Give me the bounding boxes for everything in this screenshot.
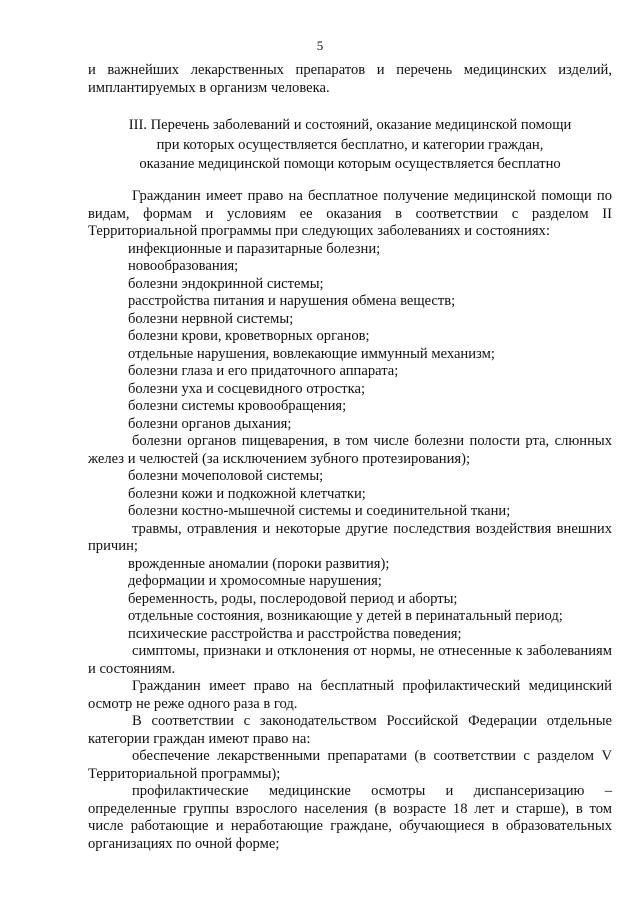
disease-item: болезни глаза и его придаточного аппарата; <box>128 363 399 379</box>
disease-item-digestive: болезни органов пищеварения, в том числе болезни полости рта, слюнных желез и челюстей (за исключением зубного протезирования); <box>88 433 612 467</box>
disease-item: болезни нервной системы; <box>128 310 294 327</box>
disease-item: болезни костно-мышечной системы и соединительной ткани; <box>128 503 511 519</box>
disease-item: психические расстройства и расстройства поведения; <box>128 625 462 642</box>
heading-line-1: III. Перечень заболеваний и состояний, оказание медицинской помощи <box>128 117 572 133</box>
paragraph-categories: В соответствии с законодательством Российской Федерации отдельные категории граждан имеют право на: <box>88 713 612 747</box>
section-heading <box>88 116 612 175</box>
disease-item-symptoms: симптомы, признаки и отклонения от нормы, не отнесенные к заболеваниям и состояниям. <box>88 643 612 677</box>
heading-line-3: оказание медицинской помощи которым осуществляется бесплатно <box>139 156 561 172</box>
disease-item: болезни органов дыхания; <box>128 415 292 432</box>
disease-item: новообразования; <box>128 258 239 274</box>
page-number: 5 <box>316 38 324 53</box>
disease-item: беременность, роды, послеродовой период и аборты; <box>128 590 458 607</box>
disease-item: болезни эндокринной системы; <box>128 275 324 292</box>
intro-line-1: и важнейших лекарственных препаратов и перечень медицинских изделий, <box>88 62 612 78</box>
disease-item: болезни мочеполовой системы; <box>128 468 324 484</box>
intro-continuation <box>88 62 612 97</box>
heading-line-2: при которых осуществляется бесплатно, и категории граждан, <box>156 136 544 153</box>
disease-item: болезни системы кровообращения; <box>128 398 347 414</box>
disease-item: болезни крови, кроветворных органов; <box>128 328 370 344</box>
disease-item: инфекционные и паразитарные болезни; <box>128 240 381 257</box>
body-text <box>88 188 612 853</box>
disease-item: болезни уха и сосцевидного отростка; <box>128 380 366 397</box>
disease-item: отдельные нарушения, вовлекающие иммунный механизм; <box>128 345 495 362</box>
intro-line-2: имплантируемых в организм человека. <box>88 79 330 96</box>
disease-item: врожденные аномалии (пороки развития); <box>128 555 390 572</box>
disease-item: деформации и хромосомные нарушения; <box>128 573 382 589</box>
disease-item-trauma: травмы, отравления и некоторые другие последствия воздействия внешних причин; <box>88 520 612 554</box>
paragraph-medicines: обеспечение лекарственными препаратами (в соответствии с разделом V Территориальной программы); <box>88 748 612 782</box>
paragraph-right-to-care: Гражданин имеет право на бесплатное получение медицинской помощи по видам, формам и условиям ее оказания в соответствии с разделом II Территориальной программы при следующих заболеваниях и состояниях: <box>88 188 612 239</box>
disease-item: болезни кожи и подкожной клетчатки; <box>128 485 366 502</box>
disease-item: отдельные состояния, возникающие у детей в перинатальный период; <box>128 608 563 624</box>
disease-item: расстройства питания и нарушения обмена веществ; <box>128 293 456 309</box>
paragraph-preventive-exam: Гражданин имеет право на бесплатный профилактический медицинский осмотр не реже одного раза в год. <box>88 678 612 712</box>
paragraph-checkups: профилактические медицинские осмотры и диспансеризацию – определенные группы взрослого населения (в возрасте 18 лет и старше), в том числе работающие и неработающие граждане, обучающиеся в образовательных организациях по очной форме; <box>88 783 612 852</box>
